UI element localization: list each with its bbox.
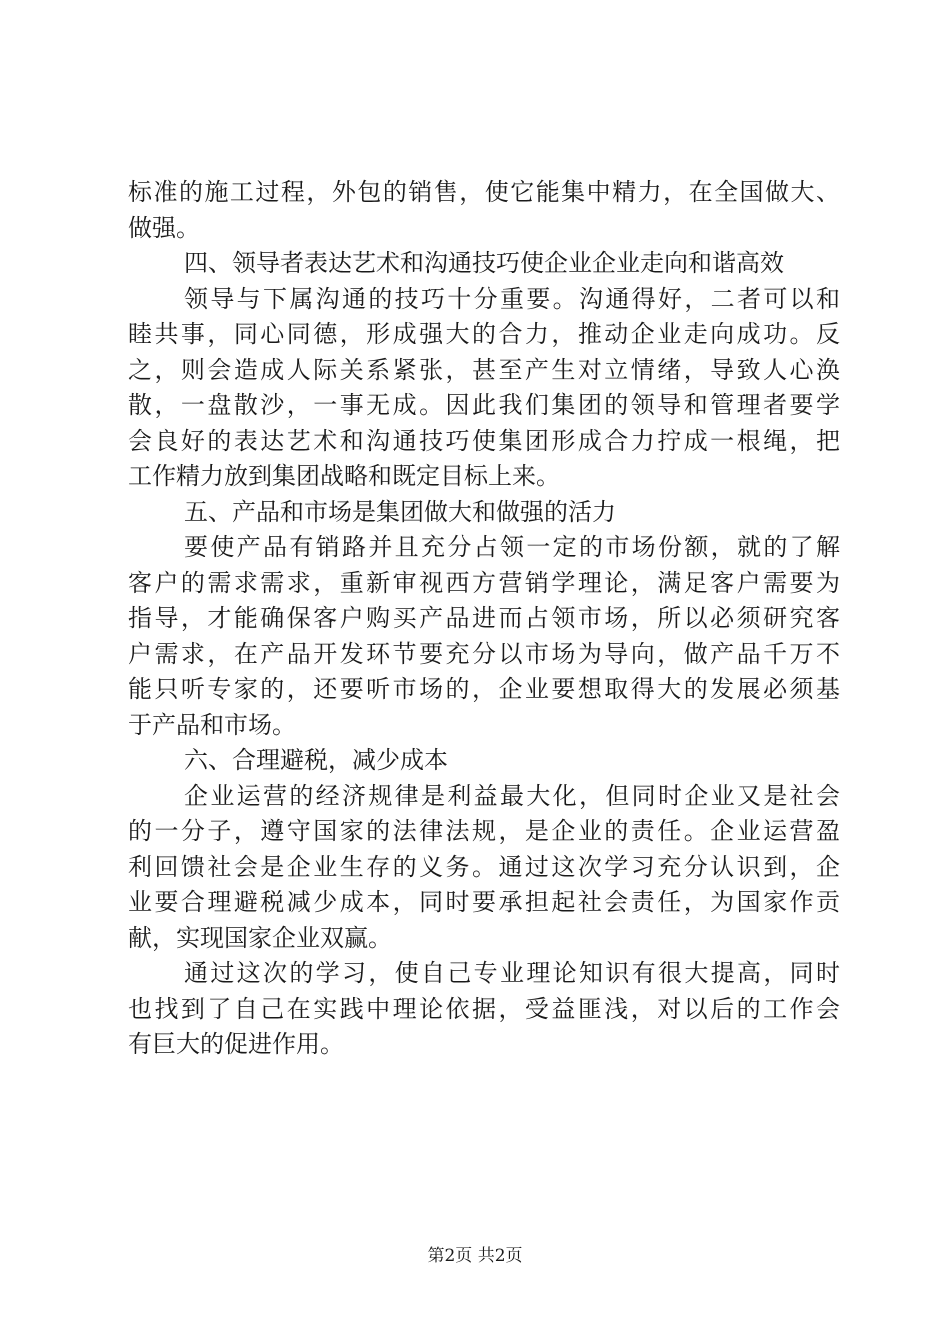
paragraph-line: 散，一盘散沙，一事无成。因此我们集团的领导和管理者要学 xyxy=(128,391,840,419)
section-heading: 五、产品和市场是集团做大和做强的活力 xyxy=(184,497,616,526)
section-heading: 四、领导者表达艺术和沟通技巧使企业企业走向和谐高效 xyxy=(184,249,784,277)
page-number-footer: 第2页 共2页 xyxy=(427,1246,523,1266)
paragraph-line: 利回馈社会是企业生存的义务。通过这次学习充分认识到，企 xyxy=(128,852,840,881)
paragraph-line: 指导，才能确保客户购买产品进而占领市场，所以必须研究客 xyxy=(128,604,840,632)
paragraph-line: 做强。 xyxy=(128,213,200,242)
paragraph-line: 户需求，在产品开发环节要充分以市场为导向，做产品千万不 xyxy=(128,639,840,668)
paragraph-line: 工作精力放到集团战略和既定目标上来。 xyxy=(128,462,560,490)
paragraph-line: 要使产品有销路并且充分占领一定的市场份额，就的了解 xyxy=(184,533,840,561)
paragraph-line: 业要合理避税减少成本，同时要承担起社会责任，为国家作贡 xyxy=(128,888,840,916)
section-heading: 六、合理避税，减少成本 xyxy=(184,746,448,774)
paragraph-line: 能只听专家的，还要听市场的，企业要想取得大的发展必须基 xyxy=(128,675,840,703)
paragraph-line: 之，则会造成人际关系紧张，甚至产生对立情绪，导致人心涣 xyxy=(128,355,840,384)
paragraph-line: 通过这次的学习，使自己专业理论知识有很大提高，同时 xyxy=(184,959,840,987)
paragraph-line: 睦共事，同心同德，形成强大的合力，推动企业走向成功。反 xyxy=(128,320,840,348)
paragraph-line: 标准的施工过程，外包的销售，使它能集中精力，在全国做大、 xyxy=(128,178,840,206)
paragraph-line: 献，实现国家企业双赢。 xyxy=(128,923,392,952)
paragraph-line: 领导与下属沟通的技巧十分重要。沟通得好，二者可以和 xyxy=(184,284,840,313)
paragraph-line: 的一分子，遵守国家的法律法规，是企业的责任。企业运营盈 xyxy=(128,817,840,845)
document-body xyxy=(128,175,840,1063)
paragraph-line: 企业运营的经济规律是利益最大化，但同时企业又是社会 xyxy=(184,781,840,810)
paragraph-line: 客户的需求需求，重新审视西方营销学理论，满足客户需要为 xyxy=(128,568,840,597)
paragraph-line: 会良好的表达艺术和沟通技巧使集团形成合力拧成一根绳，把 xyxy=(128,426,840,455)
paragraph-line: 于产品和市场。 xyxy=(128,710,296,739)
paragraph-line: 有巨大的促进作用。 xyxy=(128,1030,344,1058)
paragraph-line: 也找到了自己在实践中理论依据，受益匪浅，对以后的工作会 xyxy=(128,994,840,1023)
